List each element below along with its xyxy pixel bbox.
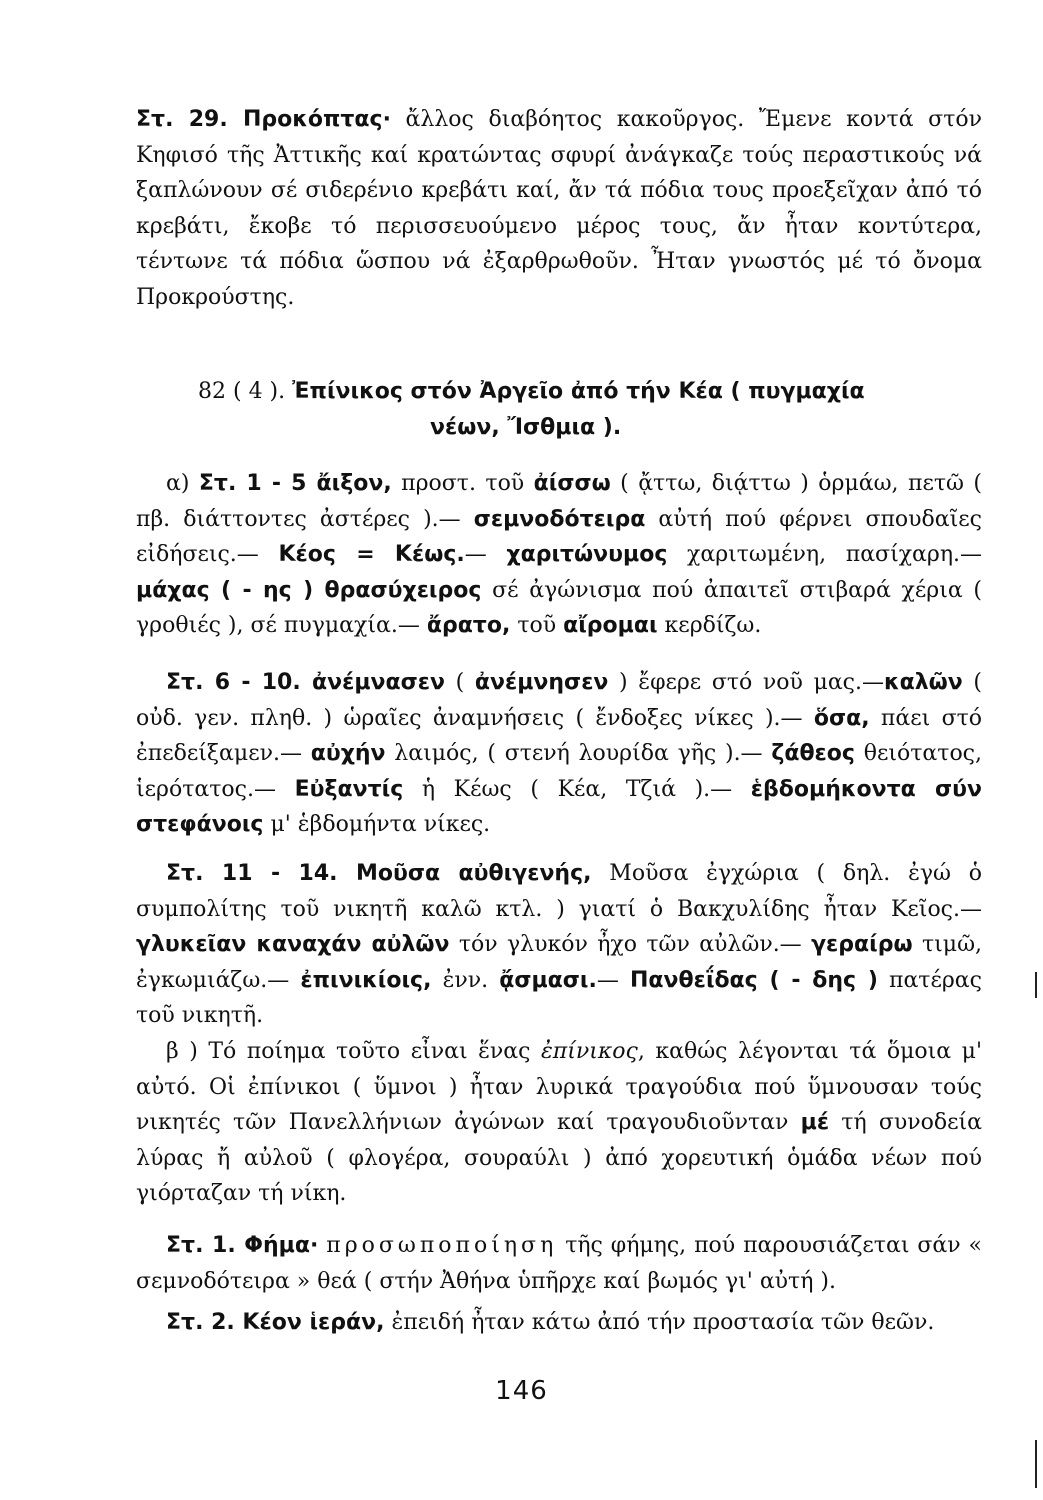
para2-run: σεμνοδότειρα: [473, 506, 646, 532]
para4-run: ἐνν.: [431, 967, 500, 993]
para7-run: ἐπειδή ἦταν κάτω ἀπό τήν προστασία τῶν θεῶν.: [384, 1310, 935, 1335]
para4-run: ἐπινικίοις,: [300, 967, 432, 993]
paragraph-line-1-fima: [136, 1228, 982, 1299]
para3-run: καλῶν: [884, 670, 963, 695]
para3-run: ( οὐδ. γεν. πληθ. ) ὡραῖες ἀναμνήσεις ( ἔνδοξες νίκες ).—: [136, 670, 982, 731]
paragraph-line-2-keon: [136, 1305, 982, 1341]
para4-body: [136, 861, 982, 1028]
para2-run: σέ ἀγώνισμα πού ἀπαιτεῖ στιβαρά χέρια ( γροθιές ), σέ πυγμαχία.—: [136, 577, 982, 638]
para3-run: ) ἔφερε στό νοῦ μας.—: [608, 670, 884, 695]
paragraph-lines-6-10: [136, 665, 982, 843]
para4-run: —: [596, 967, 630, 993]
paragraph-prokoptas: [136, 102, 982, 315]
para1-body: [136, 107, 982, 310]
para4-run: τόν γλυκόν ἦχο τῶν αὐλῶν.—: [449, 932, 812, 957]
para2-run: ( ᾄττω, διᾴττω ) ὁρμάω, πετῶ ( πβ. διάττοντες ἀστέρες ).—: [136, 471, 982, 532]
para5-run: β ) Τό ποίημα τοῦτο εἶναι ἕνας: [166, 1039, 541, 1064]
paragraph-lines-11-14: [136, 856, 982, 1034]
para3-run: ἡ Κέως ( Κέα, Τζιά ).—: [403, 776, 751, 802]
para3-run: ἀνέμνησεν: [474, 670, 609, 695]
para4-run: Πανθεΐδας ( - δης ): [630, 967, 878, 993]
para2-run: χαριτωμένη, πασίχαρη.—: [667, 542, 982, 567]
para2-run: α): [166, 471, 199, 496]
para3-run: μ' ἑβδομήντα νίκες.: [263, 812, 491, 837]
para4-run: ᾄσμασι.: [499, 967, 597, 993]
para2-run: προστ. τοῦ: [391, 471, 534, 496]
para2-run: ἀίσσω: [533, 471, 611, 496]
para2-run: ἄρατο,: [426, 613, 511, 638]
para2-run: χαριτώνυμος: [506, 542, 668, 567]
para4-run: τιμῶ, ἐγκωμιάζω.—: [136, 932, 983, 993]
para5-body: [136, 1039, 982, 1206]
para5-run: τή συνοδεία λύρας ἤ αὐλοῦ ( φλογέρα, σουραύλι ) ἀπό χορευτική ὁμάδα νέων πού γιόρταζαν τή νίκη.: [136, 1110, 982, 1206]
para6-body: [136, 1233, 982, 1294]
scan-edge-mark: [1035, 972, 1037, 998]
scan-edge-mark: [1035, 1440, 1037, 1488]
para5-run: ἐπίνικος: [540, 1039, 638, 1064]
para2-run: Κέος = Κέως.: [278, 542, 465, 567]
para6-run: τῆς φήμης, πού παρουσιάζεται σάν « σεμνοδότειρα » θεά ( στήν Ἀθήνα ὑπῆρχε καί βωμός γι' αὐτή ).: [136, 1233, 983, 1294]
para7-run: Στ. 2. Κέον ἱεράν,: [166, 1310, 385, 1335]
para3-run: ὅσα,: [813, 705, 870, 731]
para4-run: πατέρας τοῦ νικητῆ.: [136, 967, 982, 1028]
para3-run: Στ. 6 - 10. ἀνέμνασεν: [166, 670, 446, 695]
para3-run: θειότατος, ἱερότατος.—: [136, 741, 982, 802]
para2-run: —: [464, 542, 507, 567]
para5-run: μέ: [800, 1110, 830, 1135]
para4-run: γεραίρω: [811, 932, 913, 957]
para5-run: , καθώς λέγονται τά ὅμοια μ' αὐτό. Οἱ ἐπίνικοι ( ὕμνοι ) ἦταν λυρικά τραγούδια πού ὕμνουσαν τούς νικητές τῶν Πανελλήνιων ἀγώνων καί τραγουδιοῦνταν: [136, 1039, 982, 1135]
para4-run: Στ. 11 - 14. Μοῦσα αὐθιγενής,: [166, 861, 592, 886]
heading-title-line1: Ἐπίνικος στόν Ἀργεῖο ἀπό τήν Κέα ( πυγμαχία: [292, 379, 865, 404]
heading-number: 82 ( 4 ).: [198, 379, 286, 404]
page-number: 146: [495, 1376, 548, 1406]
para7-body: [166, 1310, 934, 1335]
para2-run: Στ. 1 - 5 ἄιξον,: [198, 471, 392, 496]
para2-run: αἴρομαι: [563, 613, 658, 638]
para6-run: Στ. 1. Φήμα·: [166, 1233, 319, 1258]
para3-run: αὐχήν: [310, 741, 386, 766]
para6-run: προσωποποίηση: [326, 1233, 558, 1258]
para2-run: αὐτή πού φέρνει σπουδαῖες εἰδήσεις.—: [136, 506, 982, 567]
heading-title-line2: νέων, Ἴσθμια ).: [430, 415, 622, 440]
para2-body: [136, 471, 982, 638]
para2-run: τοῦ: [510, 613, 564, 638]
para2-run: μάχας ( - ης ) θρασύχειρος: [136, 577, 482, 603]
para1-run: Στ. 29. Προκόπτας·: [136, 107, 391, 132]
para3-run: ζάθεος: [771, 741, 855, 766]
para2-run: κερδίζω.: [657, 613, 762, 638]
para3-run: λαιμός, ( στενή λουρίδα γῆς ).—: [385, 741, 772, 766]
para1-run: ἄλλος διαβόητος κακοῦργος. Ἔμενε κοντά στόν Κηφισό τῆς Ἀττικῆς καί κρατώντας σφυρί ἀνάγκαζε τούς περαστικούς νά ξαπλώνουν σέ σιδερένιο κρεβάτι καί, ἄν τά πόδια τους προεξεῖχαν ἀπό τό κρεβάτι, ἔκοβε τό περισσευούμενο μέρος τους, ἄν ἦταν κοντύτερα, τέντωνε τά πόδια ὥσπου νά ἐξαρθρωθοῦν. Ἦταν γνωστός μέ τό ὄνομα Προκρούστης.: [136, 107, 982, 310]
para3-run: (: [445, 670, 475, 695]
para3-run: Εὐξαντίς: [294, 776, 404, 802]
para4-run: γλυκεῖαν καναχάν αὐλῶν: [136, 932, 450, 957]
paragraph-epinikos: [136, 1034, 982, 1212]
para3-run: πάει στό ἐπεδείξαμεν.—: [136, 705, 982, 766]
para3-run: ἑβδομήκοντα σύν στεφάνοις: [136, 776, 983, 837]
para4-run: Μοῦσα ἐγχώρια ( δηλ. ἐγώ ὁ συμπολίτης τοῦ νικητῆ καλῶ κτλ. ) γιατί ὁ Βακχυλίδης ἦταν Κεῖος.—: [136, 861, 983, 922]
section-heading: [198, 374, 978, 446]
para3-body: [136, 670, 982, 837]
paragraph-lines-1-5: [136, 466, 982, 644]
